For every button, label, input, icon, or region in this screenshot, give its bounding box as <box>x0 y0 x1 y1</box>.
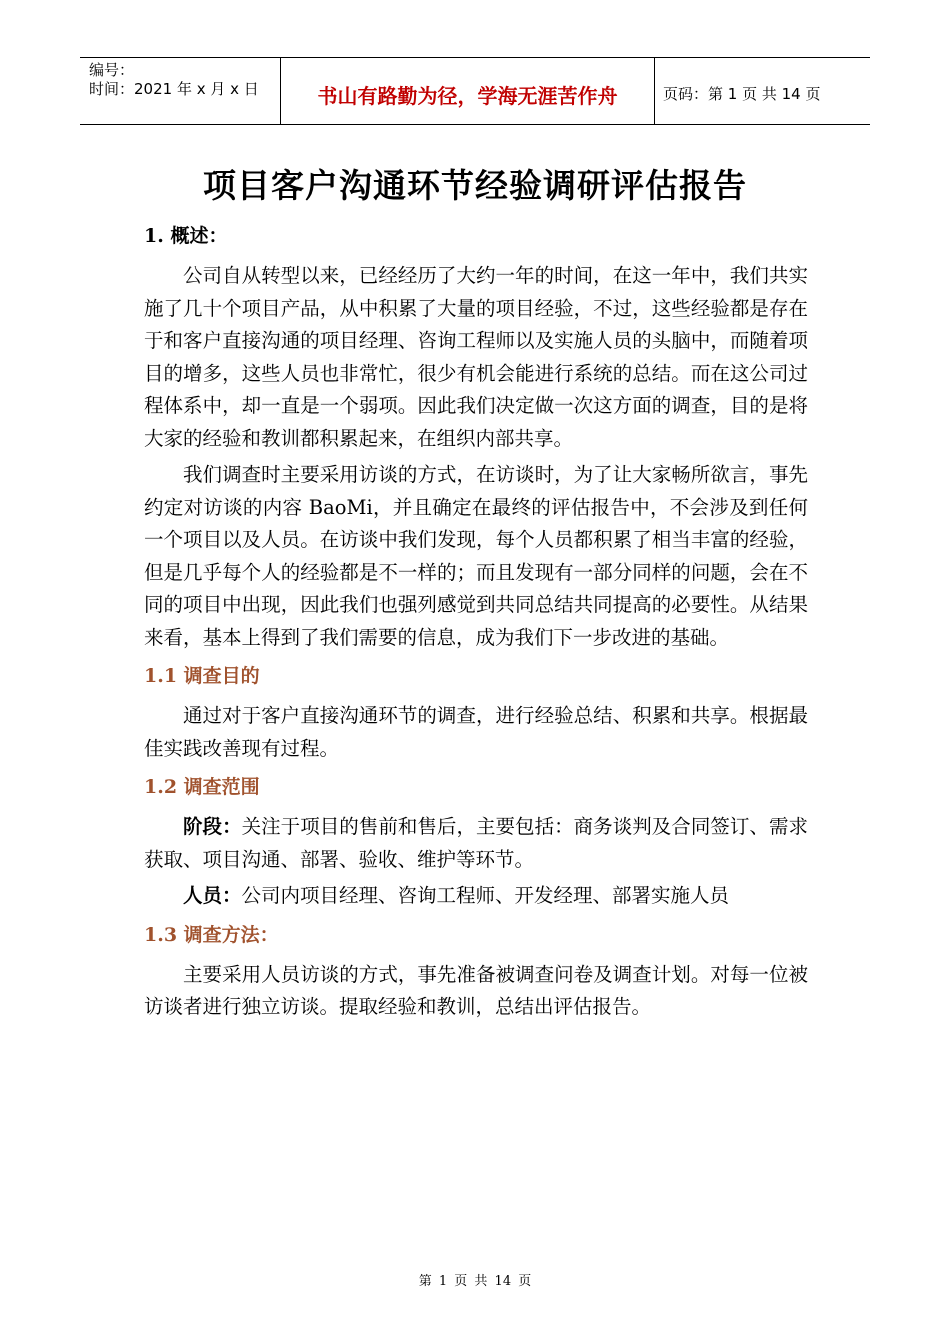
method-heading: 1.3 调查方法： <box>144 923 279 946</box>
scope-people-text: 公司内项目经理、咨询工程师、开发经理、部署实施人员 <box>241 884 730 907</box>
method-paragraph: 主要采用人员访谈的方式，事先准备被调查问卷及调查计划。对每一位被访谈者进行独立访谈。提取经验和教训，总结出评估报告。 <box>144 962 808 1018</box>
overview-paragraph-1: 公司自从转型以来，已经经历了大约一年的时间，在这一年中，我们共实施了几十个项目产品，从中积累了大量的项目经验，不过，这些经验都是存在于和客户直接沟通的项目经理、咨询工程师以及实施人员的头脑中，而随着项目的增多，这些人员也非常忙，很少有机会能进行系统的总结。而在这公司过程体系中，却一直是一个弱项。因此我们决定做一次这方面的调查，目的是将大家的经验和教训都积累起来，在组织内部共享。 <box>144 264 808 450</box>
header-page-cell <box>655 58 870 124</box>
header-motto: 书山有路勤为径，学海无涯苦作舟 <box>317 84 618 108</box>
document-time-label: 时间：2021 年 x 月 x 日 <box>89 80 259 98</box>
document-number-label: 编号： <box>89 61 135 79</box>
document-header <box>80 57 870 125</box>
purpose-paragraph: 通过对于客户直接沟通环节的调查，进行经验总结、积累和共享。根据最佳实践改善现有过程。 <box>144 704 808 760</box>
header-motto-cell <box>281 58 655 124</box>
scope-stage-label: 阶段： <box>183 815 242 838</box>
overview-paragraph-2: 我们调查时主要采用访谈的方式，在访谈时，为了让大家畅所欲言，事先约定对访谈的内容 BaoMi，并且确定在最终的评估报告中，不会涉及到任何一个项目以及人员。在访谈中我们发现，每个人员都积累了相当丰富的经验，但是几乎每个人的经验都是不一样的；而且发现有一部分同样的问题，会在不同的项目中出现，因此我们也强列感觉到共同总结共同提高的必要性。从结果来看，基本上得到了我们需要的信息，成为我们下一步改进的基础。 <box>144 463 808 649</box>
scope-stage-paragraph <box>144 811 808 876</box>
page-footer: 第 1 页 共 14 页 <box>418 1274 532 1289</box>
scope-stage-text: 关注于项目的售前和售后，主要包括：商务谈判及合同签订、需求获取、项目沟通、部署、验收、维护等环节。 <box>144 815 808 871</box>
document-body <box>144 218 808 1028</box>
scope-people-label: 人员： <box>183 884 242 907</box>
header-page-info: 页码：第 1 页 共 14 页 <box>663 85 821 103</box>
scope-heading: 1.2 调查范围 <box>144 776 260 798</box>
scope-people-paragraph <box>144 880 808 913</box>
document-title: 项目客户沟通环节经验调研评估报告 <box>203 166 747 205</box>
purpose-heading: 1.1 调查目的 <box>144 665 260 687</box>
header-meta-cell <box>80 58 281 124</box>
overview-heading: 1. 概述： <box>144 225 228 247</box>
